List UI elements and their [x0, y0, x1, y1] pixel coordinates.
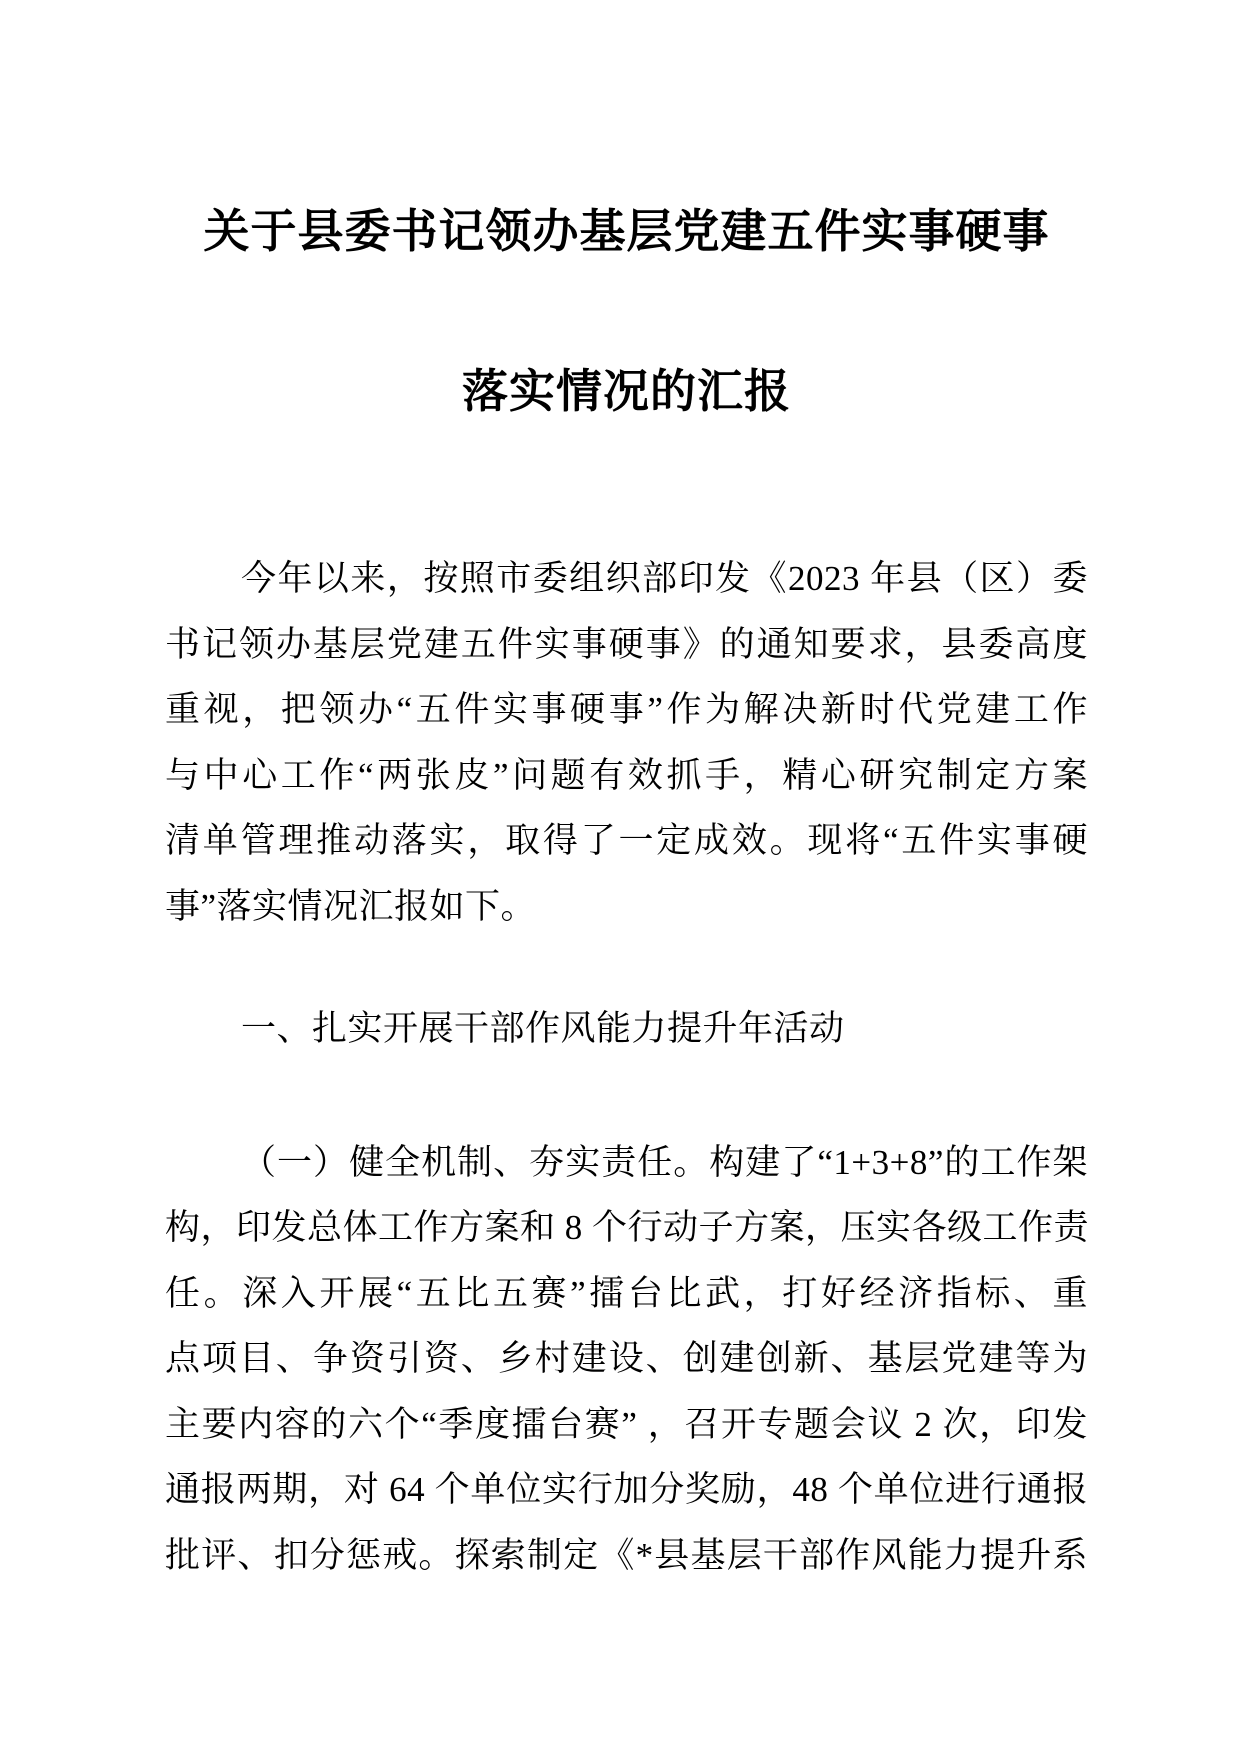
text-line: 构，印发总体工作方案和 8 个行动子方案，压实各级工作责	[165, 1208, 1090, 1247]
document-body	[165, 546, 1088, 1588]
section-heading	[165, 996, 1088, 1062]
text-line: 一、扎实开展干部作风能力提升年活动	[241, 1009, 845, 1048]
paragraph	[165, 546, 1088, 939]
document-title-line-1: 关于县委书记领办基层党建五件实事硬事	[203, 205, 1050, 257]
document-title-line-2: 落实情况的汇报	[462, 365, 791, 417]
text-line: 今年以来，按照市委组织部印发《2023 年县（区）委	[241, 559, 1088, 598]
text-line: 主要内容的六个“季度擂台赛” ，召开专题会议 2 次，印发	[165, 1404, 1088, 1444]
text-line: 通报两期，对 64 个单位实行加分奖励，48 个单位进行通报	[165, 1470, 1088, 1509]
text-line: 事”落实情况汇报如下。	[165, 886, 537, 926]
paragraph	[165, 1130, 1088, 1589]
text-line: 清单管理推动落实，取得了一定成效。现将“五件实事硬	[165, 821, 1088, 860]
text-line: 点项目、争资引资、乡村建设、创建创新、基层党建等为	[165, 1339, 1088, 1378]
text-line: 批评、扣分惩戒。探索制定《*县基层干部作风能力提升系	[165, 1535, 1088, 1575]
text-line: （一）健全机制、夯实责任。构建了“1+3+8”的工作架	[241, 1142, 1088, 1182]
text-line: 任。深入开展“五比五赛”擂台比武，打好经济指标、重	[165, 1273, 1088, 1313]
text-line: 书记领办基层党建五件实事硬事》的通知要求，县委高度	[165, 624, 1088, 664]
text-line: 重视，把领办“五件实事硬事”作为解决新时代党建工作	[165, 690, 1088, 729]
text-line: 与中心工作“两张皮”问题有效抓手，精心研究制定方案	[165, 755, 1088, 795]
document-title	[165, 151, 1088, 471]
